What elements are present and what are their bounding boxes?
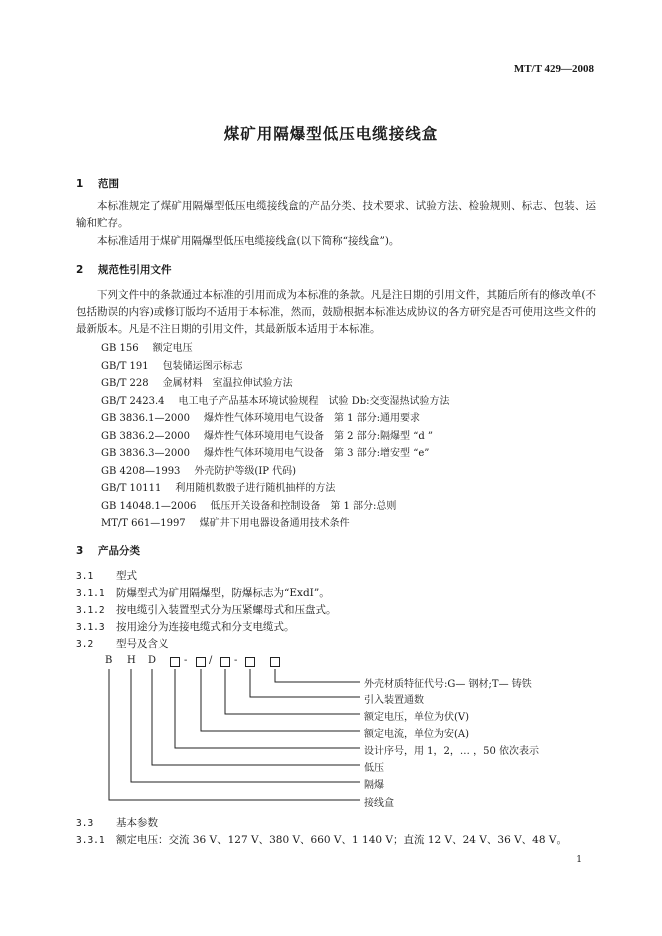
reference-title: 电工电子产品基本环境试验规程 试验 Db:交变湿热试验方法 bbox=[178, 395, 450, 407]
reference-code: GB 3836.2—2000 bbox=[101, 430, 190, 442]
clause-text: 基本参数 bbox=[116, 817, 158, 829]
reference-title: 爆炸性气体环境用电气设备 第 2 部分:隔爆型 “d ” bbox=[203, 430, 434, 442]
section-title: 产品分类 bbox=[98, 545, 140, 557]
diagram-label-low-voltage: 低压 bbox=[364, 763, 384, 774]
clause-text: 型号及含义 bbox=[116, 638, 169, 650]
reference-code: GB 14048.1—2006 bbox=[101, 500, 197, 512]
model-letter-h: H bbox=[127, 655, 136, 666]
reference-title: 金属材料 室温拉伸试验方法 bbox=[162, 378, 293, 389]
section-1-paragraph-1: 本标准规定了煤矿用隔爆型低压电缆接线盒的产品分类、技术要求、试验方法、检验规则、标志、包装、运输和贮存。 bbox=[76, 200, 596, 229]
separator-dash: - bbox=[184, 655, 188, 666]
leader-line bbox=[109, 669, 360, 800]
code-box-material bbox=[270, 657, 280, 667]
document-title: 煤矿用隔爆型低压电缆接线盒 bbox=[223, 125, 439, 143]
code-box-entry-count bbox=[245, 657, 255, 667]
reference-title: 爆炸性气体环境用电气设备 第 1 部分:通用要求 bbox=[203, 413, 421, 424]
diagram-leader-lines bbox=[109, 669, 360, 800]
model-letter-d: D bbox=[148, 655, 157, 666]
clause-3-3-1 bbox=[76, 832, 567, 847]
diagram-label-rated-current: 额定电流，单位为安(A) bbox=[364, 729, 470, 740]
reference-code: GB 156 bbox=[101, 343, 139, 354]
leader-line bbox=[152, 669, 360, 765]
clause-number: 3.1 bbox=[76, 571, 94, 582]
reference-title: 煤矿井下用电器设备通用技术条件 bbox=[199, 518, 350, 529]
reference-title: 外壳防护等级(IP 代码) bbox=[194, 465, 297, 477]
reference-title: 利用随机数骰子进行随机抽样的方法 bbox=[175, 483, 336, 494]
section-1-paragraph-2: 本标准适用于煤矿用隔爆型低压电缆接线盒(以下简称“接线盒”)。 bbox=[97, 235, 400, 247]
clause-text: 按电缆引入装置型式分为压紧螺母式和压盘式。 bbox=[116, 604, 337, 616]
reference-title: 包装储运图示标志 bbox=[162, 360, 243, 372]
section-2-paragraph-1: 下列文件中的条款通过本标准的引用而成为本标准的条款。凡是注日期的引用文件，其随后所有的修改单(不包括勘误的内容)或修订版均不适用于本标准，然而，鼓励根据本标准达成协议的各方研究是否可使用这些文件的最新版本。凡是不注日期的引用文件，其最新版本适用于本标准。 bbox=[76, 289, 596, 335]
code-box-rated-voltage bbox=[220, 657, 230, 667]
reference-code: GB 3836.3—2000 bbox=[101, 448, 190, 459]
page-number: 1 bbox=[576, 855, 582, 865]
reference-title: 低压开关设备和控制设备 第 1 部分:总则 bbox=[210, 500, 397, 512]
reference-code: MT/T 661—1997 bbox=[101, 518, 186, 529]
leader-line bbox=[250, 669, 360, 697]
clause-number: 3.2 bbox=[76, 639, 94, 650]
section-number: 2 bbox=[76, 264, 84, 276]
clause-text: 型式 bbox=[116, 570, 137, 582]
separator-slash: / bbox=[209, 655, 213, 666]
diagram-label-material: 外壳材质特征代号:G— 钢材;T— 铸铁 bbox=[364, 679, 532, 690]
diagram-label-flameproof: 隔爆 bbox=[364, 780, 384, 791]
reference-title: 爆炸性气体环境用电气设备 第 3 部分:增安型 “e” bbox=[203, 448, 430, 459]
separator-dash: - bbox=[234, 655, 238, 666]
section-number: 1 bbox=[76, 178, 84, 190]
diagram-label-rated-voltage: 额定电压，单位为伏(V) bbox=[364, 712, 470, 723]
diagram-label-entry-count: 引入装置通数 bbox=[364, 695, 424, 706]
diagram-label-design-number: 设计序号，用 1，2，… ，50 依次表示 bbox=[364, 746, 539, 757]
leader-line bbox=[275, 669, 360, 682]
reference-code: GB/T 228 bbox=[101, 378, 149, 389]
code-box-design-number bbox=[170, 657, 180, 667]
diagram-label-junction-box: 接线盒 bbox=[364, 798, 394, 809]
code-box-rated-current bbox=[196, 657, 206, 667]
leader-line bbox=[225, 669, 360, 714]
clause-number: 3.3.1 bbox=[76, 835, 105, 846]
clause-text: 额定电压：交流 36 V、127 V、380 V、660 V、1 140 V；直流 12 V、24 V、36 V、48 V。 bbox=[116, 834, 567, 846]
section-title: 范围 bbox=[98, 178, 119, 190]
clause-number: 3.1.3 bbox=[76, 622, 105, 633]
clause-3-3 bbox=[76, 815, 158, 830]
leader-line bbox=[175, 669, 360, 748]
reference-code: GB 3836.1—2000 bbox=[101, 413, 190, 424]
section-title: 规范性引用文件 bbox=[98, 264, 172, 276]
clause-text: 按用途分为连接电缆式和分支电缆式。 bbox=[116, 621, 295, 633]
model-letter-b: B bbox=[105, 655, 113, 666]
reference-title: 额定电压 bbox=[152, 343, 193, 354]
clause-number: 3.1.1 bbox=[76, 588, 105, 599]
reference-code: GB/T 191 bbox=[101, 360, 149, 372]
clause-number: 3.3 bbox=[76, 818, 94, 829]
reference-code: GB/T 2423.4 bbox=[101, 395, 165, 407]
clause-number: 3.1.2 bbox=[76, 605, 105, 616]
standard-number: MT/T 429—2008 bbox=[513, 63, 594, 75]
clause-text: 防爆型式为矿用隔爆型，防爆标志为“ExdI”。 bbox=[116, 587, 330, 599]
reference-code: GB/T 10111 bbox=[101, 483, 162, 494]
section-number: 3 bbox=[76, 545, 84, 557]
reference-code: GB 4208—1993 bbox=[101, 465, 181, 477]
